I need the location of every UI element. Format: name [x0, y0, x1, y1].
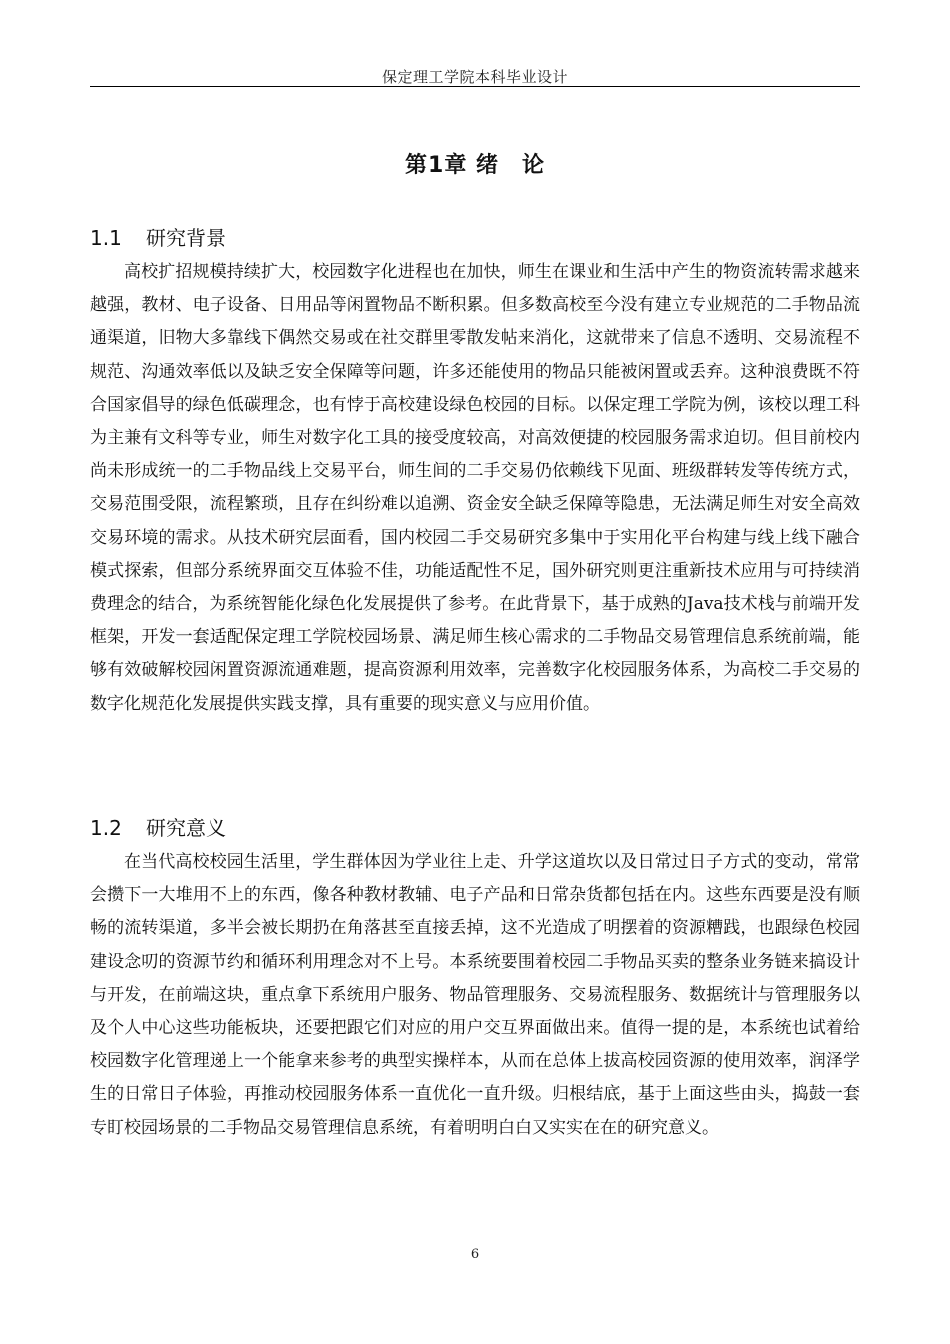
page-number: 6: [470, 1247, 480, 1262]
section-number: 1.2: [90, 816, 122, 840]
running-header: 保定理工学院本科毕业设计: [381, 68, 568, 86]
section-paragraph-background: 高校扩招规模持续扩大，校园数字化进程也在加快，师生在课业和生活中产生的物资流转需求越来越强，教材、电子设备、日用品等闲置物品不断积累。但多数高校至今没有建立专业规范的二手物品流通渠道，旧物大多靠线下偶然交易或在社交群里零散发帖来消化，这就带来了信息不透明、交易流程不规范、沟通效率低以及缺乏安全保障等问题，许多还能使用的物品只能被闲置或丢弃。这种浪费既不符合国家倡导的绿色低碳理念，也有悖于高校建设绿色校园的目标。以保定理工学院为例，该校以理工科为主兼有文科等专业，师生对数字化工具的接受度较高，对高效便捷的校园服务需求迫切。但目前校内尚未形成统一的二手物品线上交易平台，师生间的二手交易仍依赖线下见面、班级群转发等传统方式，交易范围受限，流程繁琐，且存在纠纷难以追溯、资金安全缺乏保障等隐患，无法满足师生对安全高效交易环境的需求。从技术研究层面看，国内校园二手交易研究多集中于实用化平台构建与线上线下融合模式探索，但部分系统界面交互体验不佳，功能适配性不足，国外研究则更注重新技术应用与可持续消费理念的结合，为系统智能化绿色化发展提供了参考。在此背景下，基于成熟的Java技术栈与前端开发框架，开发一套适配保定理工学院校园场景、满足师生核心需求的二手物品交易管理信息系统前端，能够有效破解校园闲置资源流通难题，提高资源利用效率，完善数字化校园服务体系，为高校二手交易的数字化规范化发展提供实践支撑，具有重要的现实意义与应用价值。: [90, 262, 860, 714]
section-number: 1.1: [90, 226, 122, 250]
header-rule: [90, 86, 860, 87]
section-title: 研究意义: [146, 816, 226, 840]
section-heading-1-1: [90, 222, 226, 251]
chapter-title: 第1章 绪 论: [405, 153, 545, 178]
section-title: 研究背景: [146, 226, 226, 250]
section-paragraph-significance: 在当代高校校园生活里，学生群体因为学业往上走、升学这道坎以及日常过日子方式的变动，常常会攒下一大堆用不上的东西，像各种教材教辅、电子产品和日常杂货都包括在内。这些东西要是没有顺畅的流转渠道，多半会被长期扔在角落甚至直接丢掉，这不光造成了明摆着的资源糟践，也跟绿色校园建设念叨的资源节约和循环利用理念对不上号。本系统要围着校园二手物品买卖的整条业务链来搞设计与开发，在前端这块，重点拿下系统用户服务、物品管理服务、交易流程服务、数据统计与管理服务以及个人中心这些功能板块，还要把跟它们对应的用户交互界面做出来。值得一提的是，本系统也试着给校园数字化管理递上一个能拿来参考的典型实操样本，从而在总体上拔高校园资源的使用效率，润泽学生的日常日子体验，再推动校园服务体系一直优化一直升级。归根结底，基于上面这些由头，捣鼓一套专盯校园场景的二手物品交易管理信息系统，有着明明白白又实实在在的研究意义。: [90, 852, 860, 1138]
section-heading-1-2: [90, 812, 226, 841]
